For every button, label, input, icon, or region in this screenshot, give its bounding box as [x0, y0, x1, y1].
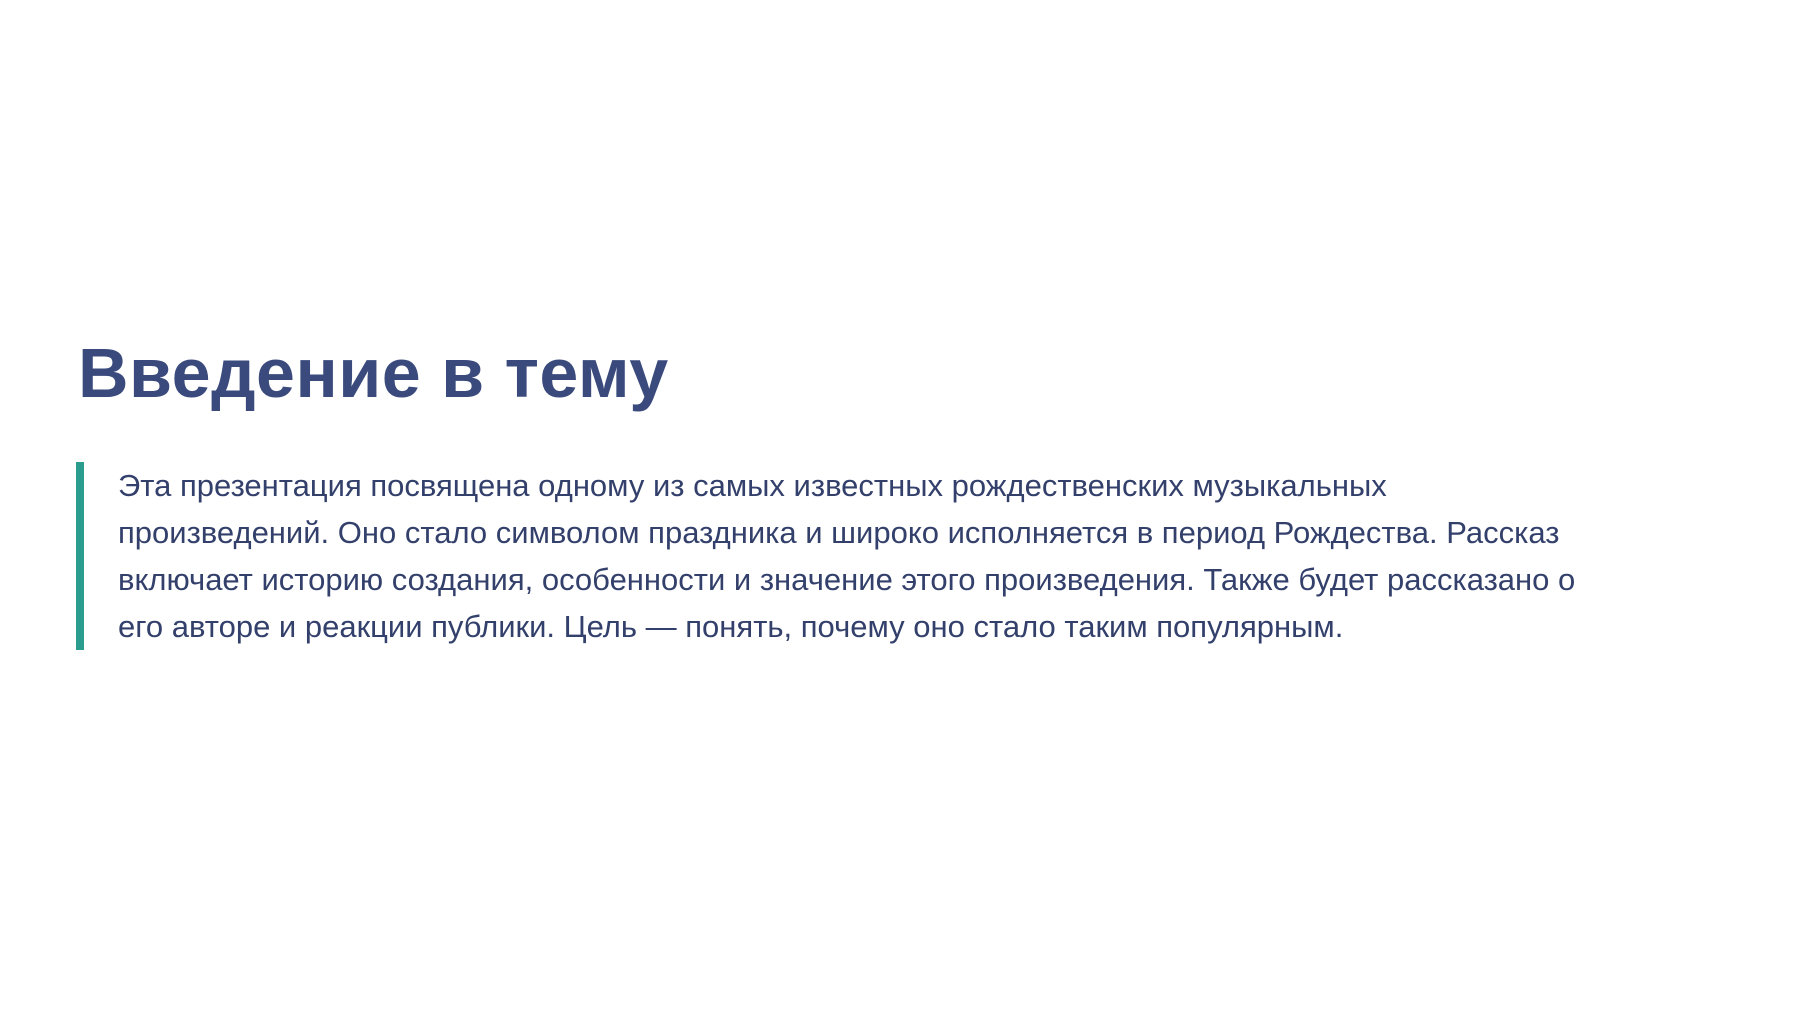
intro-paragraph-line-4: его авторе и реакции публики. Цель — понять, почему оно стало таким популярным. — [118, 609, 1344, 644]
intro-paragraph-block — [76, 462, 1575, 650]
intro-paragraph-line-2: произведений. Оно стало символом праздника и широко исполняется в период Рождества. Рассказ — [118, 515, 1560, 550]
slide-title: Введение в тему — [78, 334, 669, 412]
intro-paragraph — [84, 462, 1575, 650]
accent-bar — [76, 462, 84, 650]
intro-paragraph-line-1: Эта презентация посвящена одному из самых известных рождественских музыкальных — [118, 468, 1387, 503]
intro-paragraph-line-3: включает историю создания, особенности и значение этого произведения. Также будет рассказано о — [118, 562, 1576, 597]
